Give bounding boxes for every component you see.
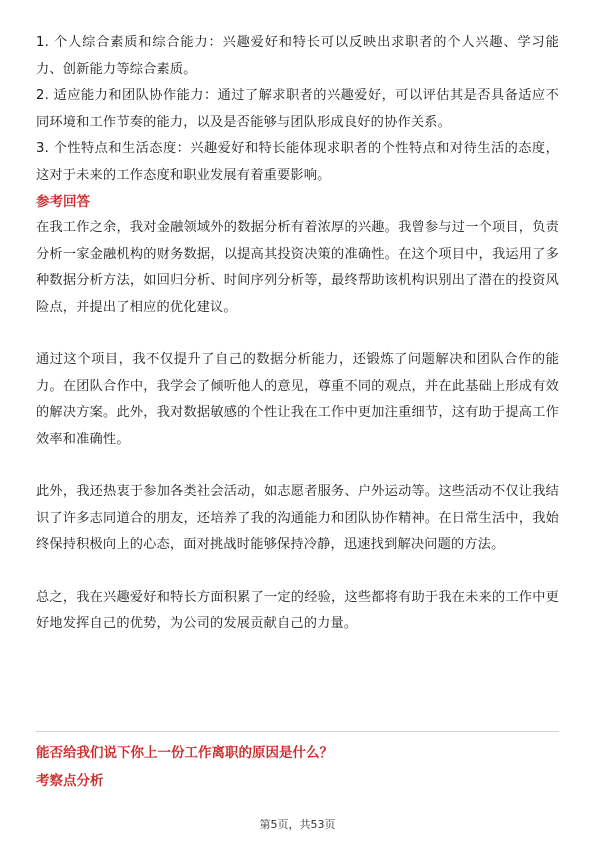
section-divider: [36, 731, 559, 732]
paragraph-gap: [36, 453, 559, 479]
page-footer: 第5页，共53页: [259, 818, 336, 831]
document-body: [36, 30, 559, 638]
paragraph-gap: [36, 559, 559, 585]
answer-paragraph-4: 总之，我在兴趣爱好和特长方面积累了一定的经验，这些都将有助于我在未来的工作中更好地发挥自己的优势，为公司的发展贡献自己的力量。: [36, 589, 559, 631]
point-1: 1. 个人综合素质和综合能力：兴趣爱好和特长可以反映出求职者的个人兴趣、学习能力、创新能力等综合素质。: [36, 35, 559, 77]
focus-analysis-heading: 考察点分析: [36, 773, 104, 789]
paragraph-gap: [36, 321, 559, 347]
answer-paragraph-3: 此外，我还热衷于参加各类社会活动，如志愿者服务、户外运动等。这些活动不仅让我结识了许多志同道合的朋友，还培养了我的沟通能力和团队协作精神。在日常生活中，我始终保持积极向上的心态，面对挑战时能够保持冷静，迅速找到解决问题的方法。: [36, 484, 559, 552]
point-2: 2. 适应能力和团队协作能力：通过了解求职者的兴趣爱好，可以评估其是否具备适应不同环境和工作节奏的能力，以及是否能够与团队形成良好的协作关系。: [36, 88, 559, 130]
answer-heading: 参考回答: [36, 194, 90, 210]
next-question: 能否给我们说下你上一份工作离职的原因是什么？: [36, 745, 333, 761]
answer-paragraph-1: 在我工作之余，我对金融领域外的数据分析有着浓厚的兴趣。我曾参与过一个项目，负责分析一家金融机构的财务数据，以提高其投资决策的准确性。在这个项目中，我运用了多种数据分析方法，如回归分析、时间序列分析等，最终帮助该机构识别出了潜在的投资风险点，并提出了相应的优化建议。: [36, 220, 559, 315]
answer-paragraph-2: 通过这个项目，我不仅提升了自己的数据分析能力，还锻炼了问题解决和团队合作的能力。在团队合作中，我学会了倾听他人的意见，尊重不同的观点，并在此基础上形成有效的解决方案。此外，我对数据敏感的个性让我在工作中更加注重细节，这有助于提高工作效率和准确性。: [36, 352, 559, 447]
point-3: 3. 个性特点和生活态度：兴趣爱好和特长能体现求职者的个性特点和对待生活的态度，这对于未来的工作态度和职业发展有着重要影响。: [36, 141, 559, 183]
